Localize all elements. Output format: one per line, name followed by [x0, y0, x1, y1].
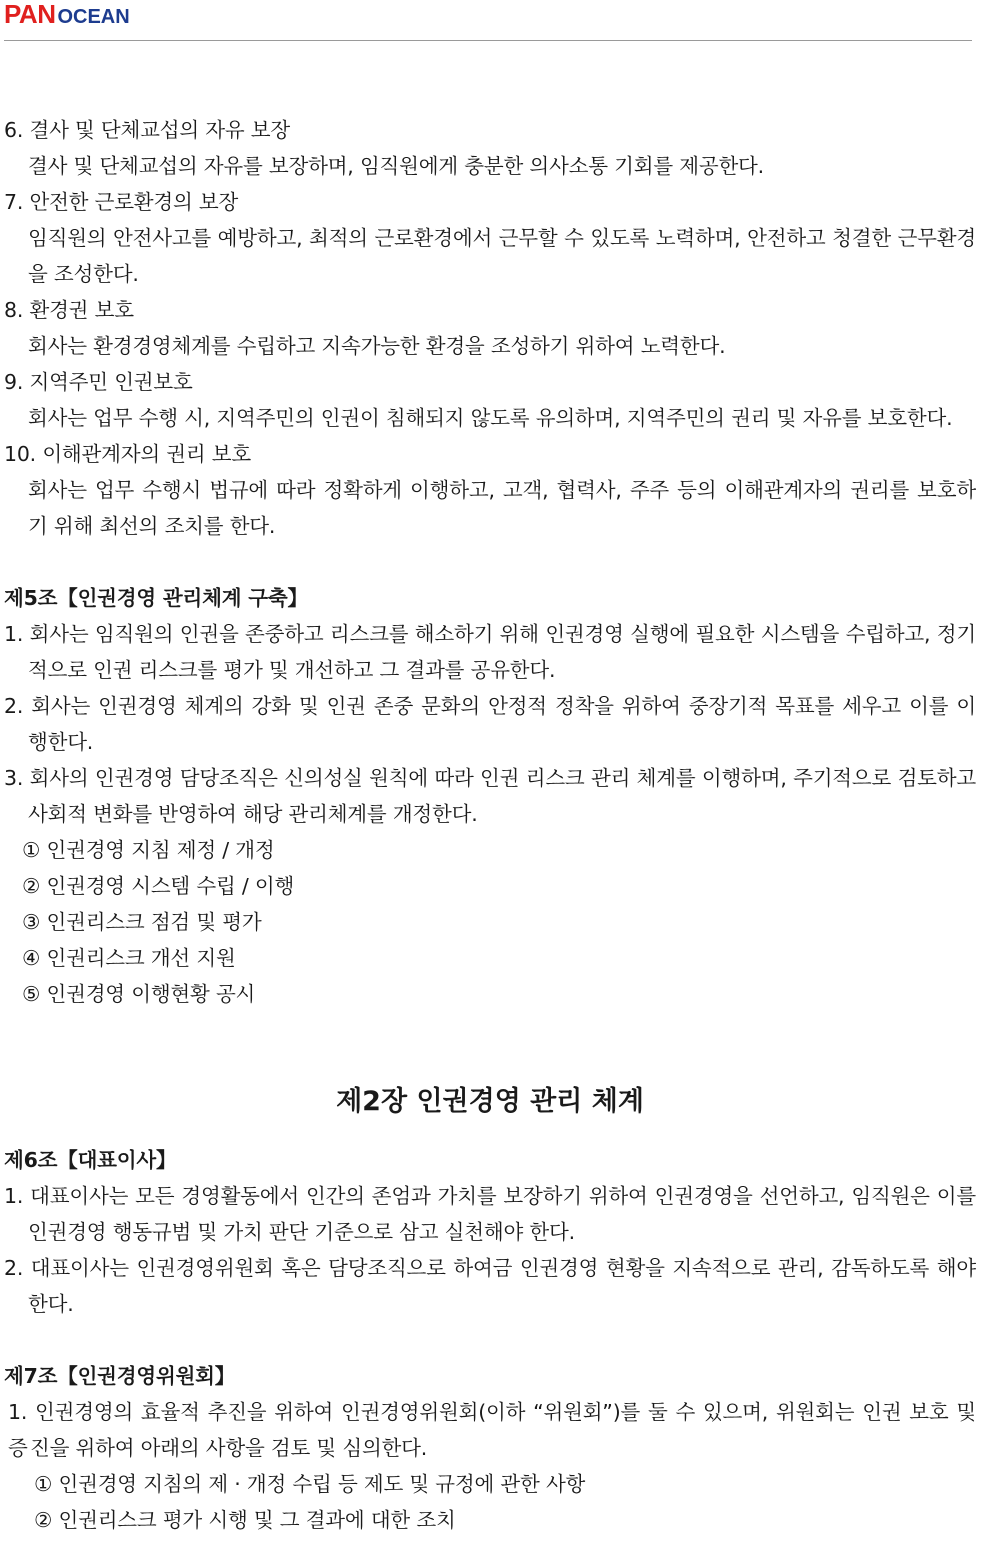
article-paragraph-cont: 진을 위하여 아래의 사항을 검토 및 심의한다. — [30, 1436, 428, 1460]
header-divider — [4, 40, 972, 41]
sub-list-item: ④ 인권리스크 개선 지원 — [22, 946, 236, 970]
article-item-heading: 8. 환경권 보호 — [4, 298, 134, 322]
article-item-text: 임직원의 안전사고를 예방하고, 최적의 근로환경에서 근무할 수 있도록 노력하며, 안전하고 청결한 근무환경 — [28, 226, 976, 250]
spacer — [0, 1322, 1000, 1358]
article-paragraph-cont: 행한다. — [28, 730, 94, 754]
article-item-text: 회사는 환경경영체계를 수립하고 지속가능한 환경을 조성하기 위하여 노력한다. — [28, 334, 726, 358]
article-6-title: 제6조【대표이사】 — [4, 1148, 177, 1172]
page-header — [0, 0, 1000, 44]
article-5-title: 제5조【인권경영 관리체계 구축】 — [4, 586, 308, 610]
article-7-title: 제7조【인권경영위원회】 — [4, 1364, 236, 1388]
article-paragraph: 1. 대표이사는 모든 경영활동에서 인간의 존엄과 가치를 보장하기 위하여 인권경영을 선언하고, 임직원은 이를 — [4, 1184, 976, 1208]
article-item-heading: 7. 안전한 근로환경의 보장 — [4, 190, 239, 214]
panocean-logo — [4, 2, 130, 31]
sub-list-item: ① 인권경영 지침 제정 / 개정 — [22, 838, 275, 862]
article-item-heading: 9. 지역주민 인권보호 — [4, 370, 193, 394]
sub-list-item: ② 인권경영 시스템 수립 / 이행 — [22, 874, 295, 898]
sub-list-item: ① 인권경영 지침의 제 · 개정 수립 등 제도 및 규정에 관한 사항 — [34, 1472, 586, 1496]
article-item-text: 결사 및 단체교섭의 자유를 보장하며, 임직원에게 충분한 의사소통 기회를 제공한다. — [28, 154, 764, 178]
article-paragraph-cont: 적으로 인권 리스크를 평가 및 개선하고 그 결과를 공유한다. — [28, 658, 556, 682]
article-paragraph-cont: 사회적 변화를 반영하여 해당 관리체계를 개정한다. — [28, 802, 478, 826]
article-paragraph: 3. 회사의 인권경영 담당조직은 신의성실 원칙에 따라 인권 리스크 관리 체계를 이행하며, 주기적으로 검토하고 — [4, 766, 976, 790]
article-paragraph-cont: 한다. — [28, 1292, 74, 1316]
chapter-2-title: 제2장 인권경영 관리 체계 — [336, 1086, 644, 1117]
document-body — [0, 112, 1000, 1538]
logo-pan-text: PAN — [4, 0, 56, 29]
article-item-text: 기 위해 최선의 조치를 한다. — [28, 514, 276, 538]
sub-list-item: ⑤ 인권경영 이행현황 공시 — [22, 982, 256, 1006]
article-paragraph: 2. 대표이사는 인권경영위원회 혹은 담당조직으로 하여금 인권경영 현황을 지속적으로 관리, 감독하도록 해야 — [4, 1256, 976, 1280]
spacer — [0, 544, 1000, 580]
sub-list-item: ② 인권리스크 평가 시행 및 그 결과에 대한 조치 — [34, 1508, 456, 1532]
article-item-text: 회사는 업무 수행시 법규에 따라 정확하게 이행하고, 고객, 협력사, 주주 등의 이해관계자의 권리를 보호하 — [28, 478, 976, 502]
sub-list-item: ③ 인권리스크 점검 및 평가 — [22, 910, 262, 934]
logo-ocean-text: OCEAN — [57, 6, 130, 28]
article-paragraph-cont: 인권경영 행동규범 및 가치 판단 기준으로 삼고 실천해야 한다. — [28, 1220, 575, 1244]
article-paragraph: 1. 회사는 임직원의 인권을 존중하고 리스크를 해소하기 위해 인권경영 실행에 필요한 시스템을 수립하고, 정기 — [4, 622, 976, 646]
article-item-heading: 10. 이해관계자의 권리 보호 — [4, 442, 251, 466]
spacer — [0, 1132, 1000, 1142]
article-item-text: 을 조성한다. — [28, 262, 139, 286]
article-item-heading: 6. 결사 및 단체교섭의 자유 보장 — [4, 118, 290, 142]
article-item-text: 회사는 업무 수행 시, 지역주민의 인권이 침해되지 않도록 유의하며, 지역주민의 권리 및 자유를 보호한다. — [28, 406, 953, 430]
spacer — [0, 1012, 1000, 1072]
article-paragraph: 2. 회사는 인권경영 체계의 강화 및 인권 존중 문화의 안정적 정착을 위하여 중장기적 목표를 세우고 이를 이 — [4, 694, 976, 718]
article-paragraph: 1. 인권경영의 효율적 추진을 위하여 인권경영위원회(이하 “위원회”)를 둘 수 있으며, 위원회는 인권 보호 및 증 — [8, 1400, 976, 1460]
